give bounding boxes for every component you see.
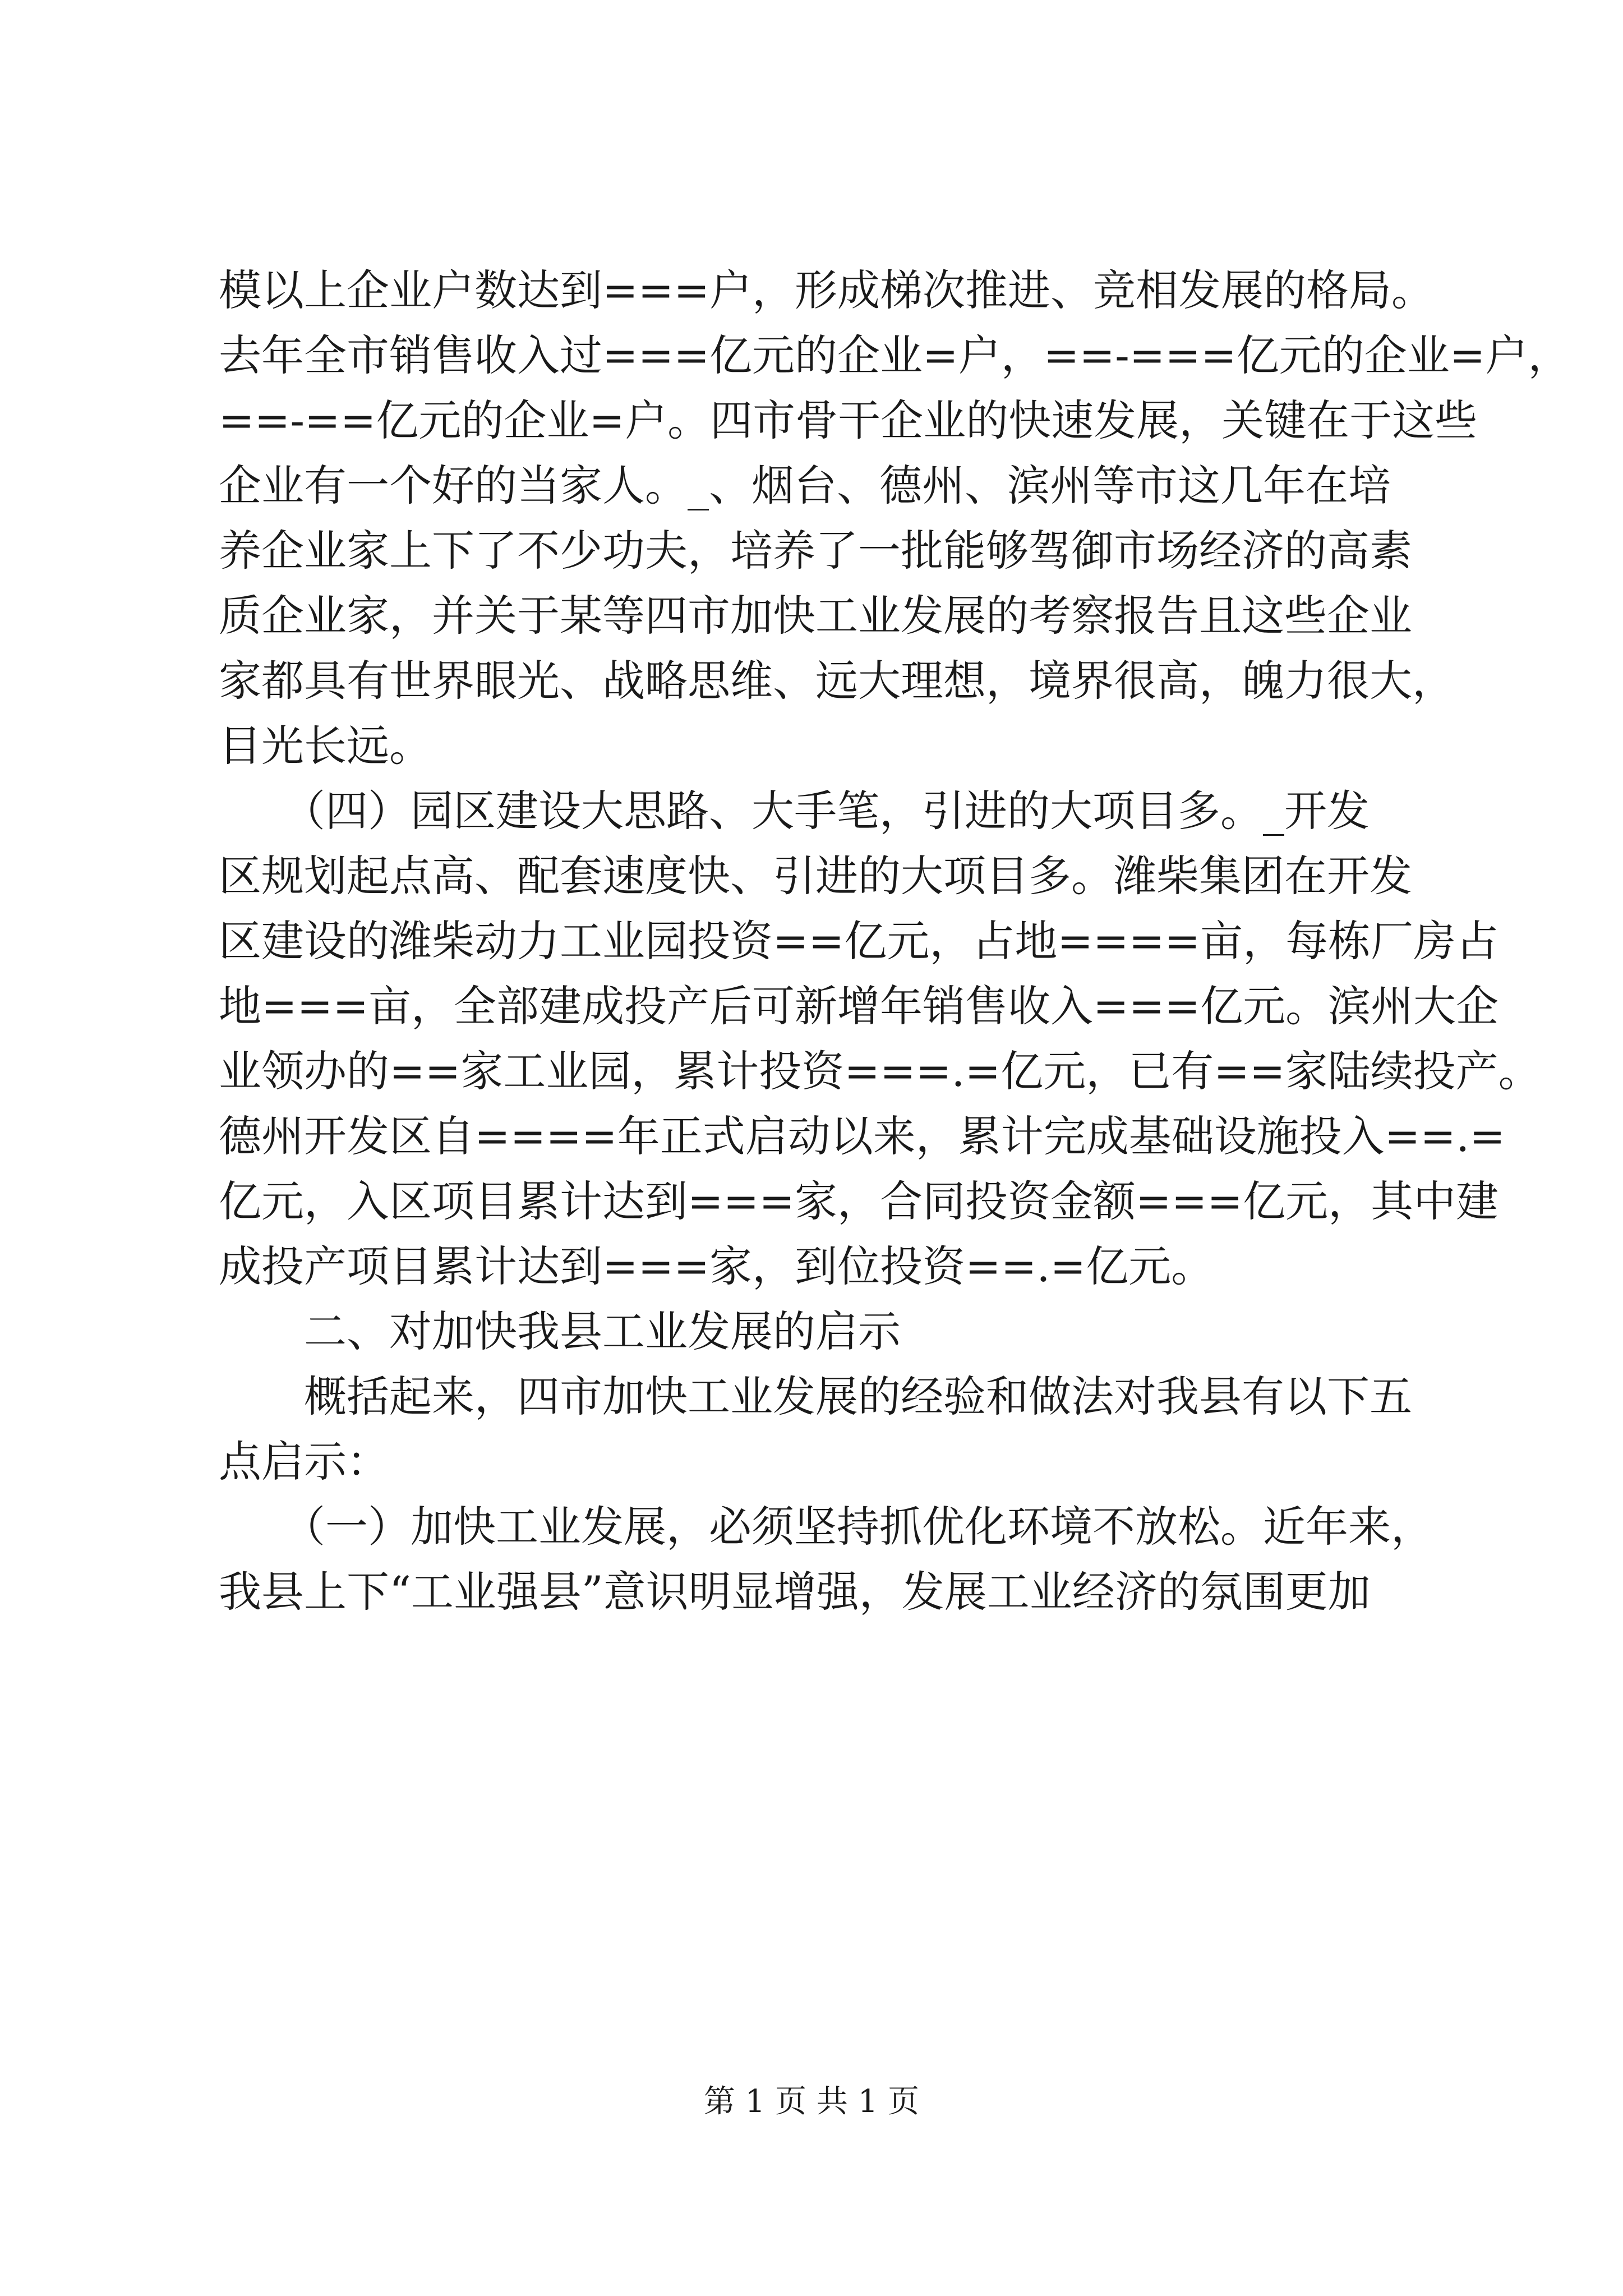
text-line: 地===亩，全部建成投产后可新增年销售收入===亿元。滨州大企 xyxy=(219,981,1499,1031)
text-line: 去年全市销售收入过===亿元的企业=户，==-===亿元的企业=户， xyxy=(219,330,1571,380)
text-line: 模以上企业户数达到===户，形成梯次推进、竞相发展的格局。 xyxy=(219,265,1435,315)
text-line: 目光长远。 xyxy=(219,721,432,771)
text-line: 德州开发区自====年正式启动以来，累计完成基础设施投入==.= xyxy=(219,1111,1505,1161)
text-line: ==-==亿元的企业=户。四市骨干企业的快速发展，关键在于这些 xyxy=(219,395,1478,445)
text-line: 二、对加快我县工业发展的启示 xyxy=(219,1306,901,1356)
text-line: 业领办的==家工业园，累计投资===.=亿元，已有==家陆续投产。 xyxy=(219,1046,1541,1096)
page-footer: 第 1 页 共 1 页 xyxy=(703,2083,920,2120)
body-text xyxy=(219,258,1571,1625)
text-line: 区建设的潍柴动力工业园投资==亿元，占地====亩，每栋厂房占 xyxy=(219,916,1499,966)
text-line: 区规划起点高、配套速度快、引进的大项目多。潍柴集团在开发 xyxy=(219,851,1412,901)
text-line: 点启示： xyxy=(219,1437,389,1487)
text-line: 亿元，入区项目累计达到===家，合同投资金额===亿元，其中建 xyxy=(219,1176,1499,1226)
text-line: （四）园区建设大思路、大手笔，引进的大项目多。_开发 xyxy=(219,786,1370,836)
text-line: 企业有一个好的当家人。_、烟台、德州、滨州等市这几年在培 xyxy=(219,461,1391,510)
text-line: 我县上下“工业强县”意识明显增强，发展工业经济的氛围更加 xyxy=(219,1567,1371,1617)
text-line: 家都具有世界眼光、战略思维、远大理想，境界很高，魄力很大， xyxy=(219,656,1455,706)
text-line: 质企业家，并关于某等四市加快工业发展的考察报告且这些企业 xyxy=(219,591,1412,641)
text-line: （一）加快工业发展，必须坚持抓优化环境不放松。近年来， xyxy=(219,1502,1433,1552)
text-line: 成投产项目累计达到===家，到位投资==.=亿元。 xyxy=(219,1241,1214,1291)
text-line: 养企业家上下了不少功夫，培养了一批能够驾御市场经济的高素 xyxy=(219,526,1412,576)
text-line: 概括起来，四市加快工业发展的经验和做法对我县有以下五 xyxy=(219,1372,1412,1421)
